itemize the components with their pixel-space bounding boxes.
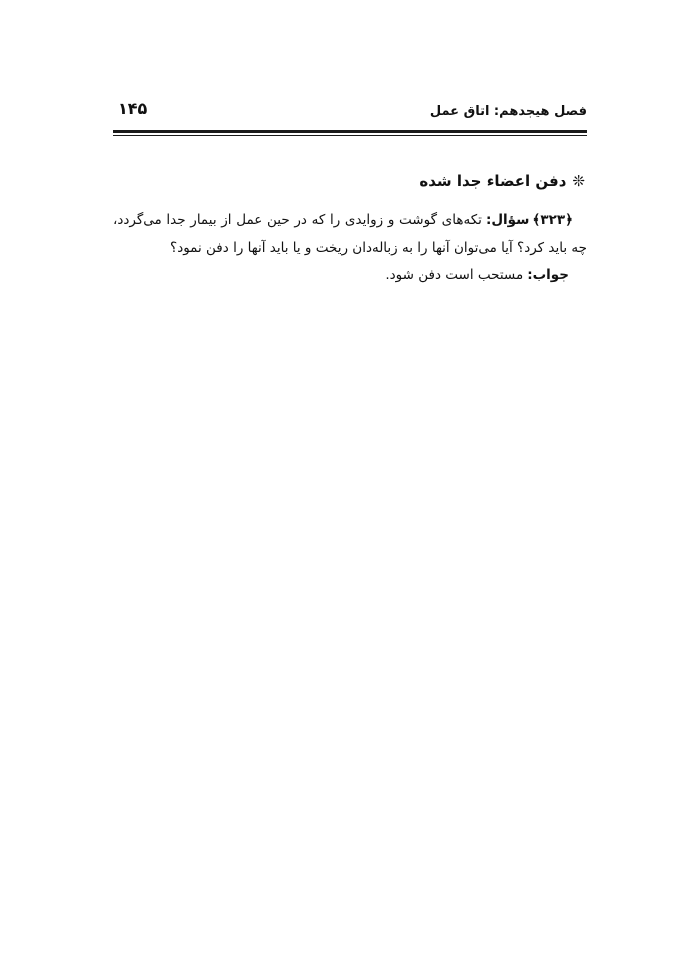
page-content bbox=[113, 168, 587, 288]
question-label: سؤال: bbox=[485, 212, 530, 228]
section-marker-icon: ❊ bbox=[572, 172, 585, 190]
running-head bbox=[113, 98, 587, 128]
chapter-title: فصل هیجدهم: اتاق عمل bbox=[429, 104, 587, 119]
answer-text: مستحب است دفن شود. bbox=[385, 267, 524, 283]
header-rule-thin bbox=[113, 135, 587, 136]
question-number: ﴿۳۲۳﴾ bbox=[532, 212, 573, 228]
header-rule-thick bbox=[113, 130, 587, 133]
question-text: تکه‌های گوشت و زوایدی را که در حین عمل از بیمار جدا می‌گردد، چه باید کرد؟ آیا می‌توان آنها را به زباله‌دان ریخت و یا باید آنها را دفن نمود؟ bbox=[113, 212, 587, 256]
answer-label: جواب: bbox=[527, 267, 569, 283]
section-heading-text: دفن اعضاء جدا شده bbox=[419, 172, 567, 190]
question-paragraph bbox=[113, 206, 587, 262]
section-heading bbox=[113, 168, 587, 194]
page-number: ۱۴۵ bbox=[118, 99, 148, 118]
answer-paragraph bbox=[113, 262, 587, 288]
